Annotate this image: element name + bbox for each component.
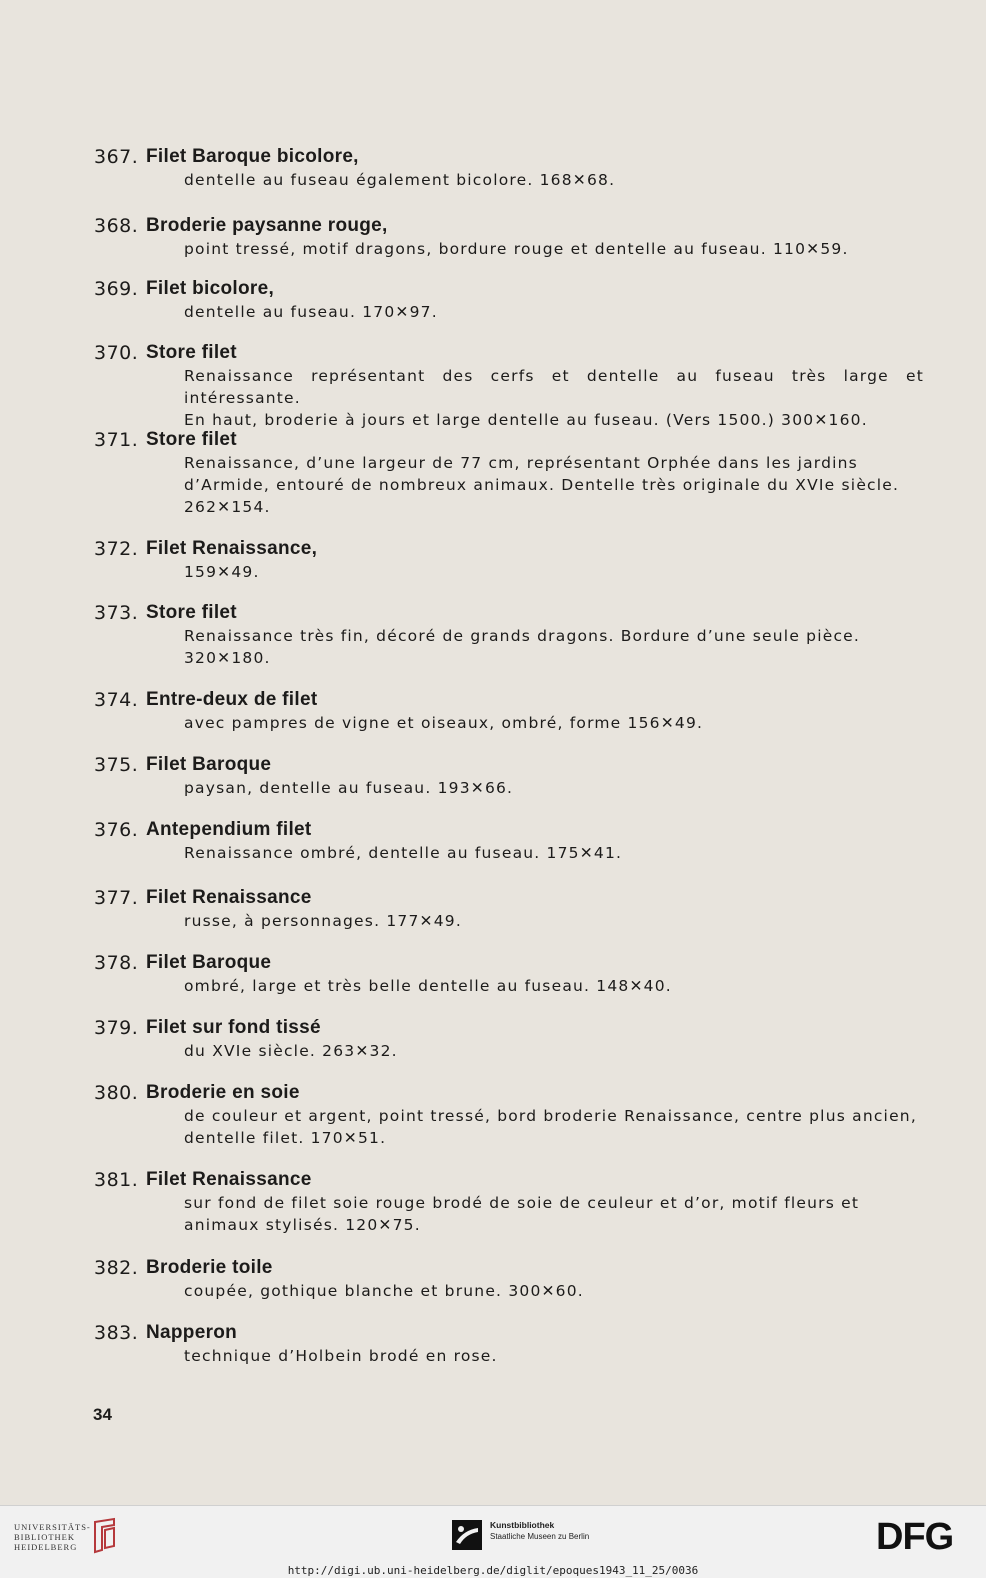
description-line: du XVIe siècle. 263✕32.	[184, 1042, 398, 1060]
description-line: d’Armide, entouré de nombreux animaux. Dentelle très originale du XVIe siècle.	[184, 476, 900, 494]
description-line: russe, à personnages. 177✕49.	[184, 912, 462, 930]
entry-title: Entre-deux de filet	[146, 689, 318, 710]
entry-description	[184, 1280, 924, 1302]
entry-description	[184, 452, 924, 518]
description-line: Renaissance ombré, dentelle au fuseau. 175✕41.	[184, 844, 623, 862]
entry-number: 379.	[94, 1017, 139, 1039]
entry-title: Filet Baroque	[146, 952, 272, 973]
entry-number: 376.	[94, 819, 139, 841]
entry-number: 380.	[94, 1082, 139, 1104]
page-number: 34	[93, 1405, 112, 1424]
entry-title: Filet Renaissance	[146, 1169, 312, 1190]
entry-description	[184, 561, 924, 583]
university-seal-icon	[92, 1516, 118, 1556]
description-line: dentelle au fuseau. 170✕97.	[184, 303, 438, 321]
entry-title: Filet sur fond tissé	[146, 1017, 321, 1038]
entry-number: 375.	[94, 754, 139, 776]
description-line: avec pampres de vigne et oiseaux, ombré, forme 156✕49.	[184, 714, 704, 732]
entry-title: Broderie toile	[146, 1257, 273, 1278]
description-line: ombré, large et très belle dentelle au fuseau. 148✕40.	[184, 977, 672, 995]
entry-description	[184, 238, 924, 260]
entry-description	[184, 365, 924, 431]
entry-title: Store filet	[146, 429, 237, 450]
university-line: HEIDELBERG	[14, 1542, 78, 1552]
entry-number: 369.	[94, 278, 139, 300]
entry-title: Filet Baroque	[146, 754, 272, 775]
entry-title: Filet Renaissance	[146, 887, 312, 908]
entry-title: Napperon	[146, 1322, 238, 1343]
entry-description	[184, 712, 924, 734]
description-line: Renaissance représentant des cerfs et dentelle au fuseau très large et intéressante.	[184, 367, 924, 407]
entry-title: Broderie paysanne rouge,	[146, 215, 388, 236]
source-url[interactable]: http://digi.ub.uni-heidelberg.de/diglit/epoques1943_11_25/0036	[287, 1564, 699, 1577]
entry-description	[184, 301, 924, 323]
dfg-logo: DFG	[876, 1516, 954, 1558]
kunstbibliothek-logo-icon	[452, 1520, 482, 1550]
description-line: dentelle filet. 170✕51.	[184, 1129, 387, 1147]
entry-number: 374.	[94, 689, 139, 711]
viewer-footer	[0, 1505, 986, 1578]
entry-number: 371.	[94, 429, 139, 451]
entry-title: Broderie en soie	[146, 1082, 300, 1103]
description-line: coupée, gothique blanche et brune. 300✕60.	[184, 1282, 584, 1300]
entry-number: 370.	[94, 342, 139, 364]
description-line: 320✕180.	[184, 649, 271, 667]
entry-description	[184, 169, 924, 191]
entry-title: Filet bicolore,	[146, 278, 275, 299]
entry-title: Store filet	[146, 602, 237, 623]
entry-description	[184, 1040, 924, 1062]
kunstbibliothek-name: Kunstbibliothek	[490, 1520, 555, 1530]
entry-description	[184, 1192, 924, 1236]
description-line: technique d’Holbein brodé en rose.	[184, 1347, 498, 1365]
description-line: En haut, broderie à jours et large dentelle au fuseau. (Vers 1500.) 300✕160.	[184, 411, 868, 429]
entry-description	[184, 910, 924, 932]
entry-number: 382.	[94, 1257, 139, 1279]
entry-number: 373.	[94, 602, 139, 624]
entry-number: 377.	[94, 887, 139, 909]
description-line: de couleur et argent, point tressé, bord broderie Renaissance, centre plus ancien,	[184, 1107, 917, 1125]
description-line: Renaissance, d’une largeur de 77 cm, représentant Orphée dans les jardins	[184, 454, 858, 472]
kunstbibliothek-label	[490, 1520, 589, 1542]
description-line: dentelle au fuseau également bicolore. 168✕68.	[184, 171, 616, 189]
entry-description	[184, 1105, 924, 1149]
entry-number: 378.	[94, 952, 139, 974]
description-line: point tressé, motif dragons, bordure rouge et dentelle au fuseau. 110✕59.	[184, 240, 849, 258]
entry-description	[184, 975, 924, 997]
entry-number: 372.	[94, 538, 139, 560]
description-line: Renaissance très fin, décoré de grands dragons. Bordure d’une seule pièce.	[184, 627, 861, 645]
entry-title: Store filet	[146, 342, 237, 363]
university-line: BIBLIOTHEK	[14, 1532, 75, 1542]
description-line: 262✕154.	[184, 498, 271, 516]
entry-description	[184, 1345, 924, 1367]
entry-description	[184, 777, 924, 799]
museum-name: Staatliche Museen zu Berlin	[490, 1532, 590, 1541]
entry-description	[184, 625, 924, 669]
university-line: UNIVERSITÄTS-	[14, 1522, 91, 1532]
entry-number: 368.	[94, 215, 139, 237]
description-line: paysan, dentelle au fuseau. 193✕66.	[184, 779, 514, 797]
entry-number: 381.	[94, 1169, 139, 1191]
description-line: 159✕49.	[184, 563, 260, 581]
entry-title: Filet Renaissance,	[146, 538, 318, 559]
entry-title: Antependium filet	[146, 819, 312, 840]
entry-number: 367.	[94, 146, 139, 168]
entry-number: 383.	[94, 1322, 139, 1344]
university-library-label	[14, 1522, 91, 1552]
description-line: sur fond de filet soie rouge brodé de soie de ceuleur et d’or, motif fleurs et	[184, 1194, 860, 1212]
description-line: animaux stylisés. 120✕75.	[184, 1216, 421, 1234]
entry-title: Filet Baroque bicolore,	[146, 146, 359, 167]
entry-description	[184, 842, 924, 864]
